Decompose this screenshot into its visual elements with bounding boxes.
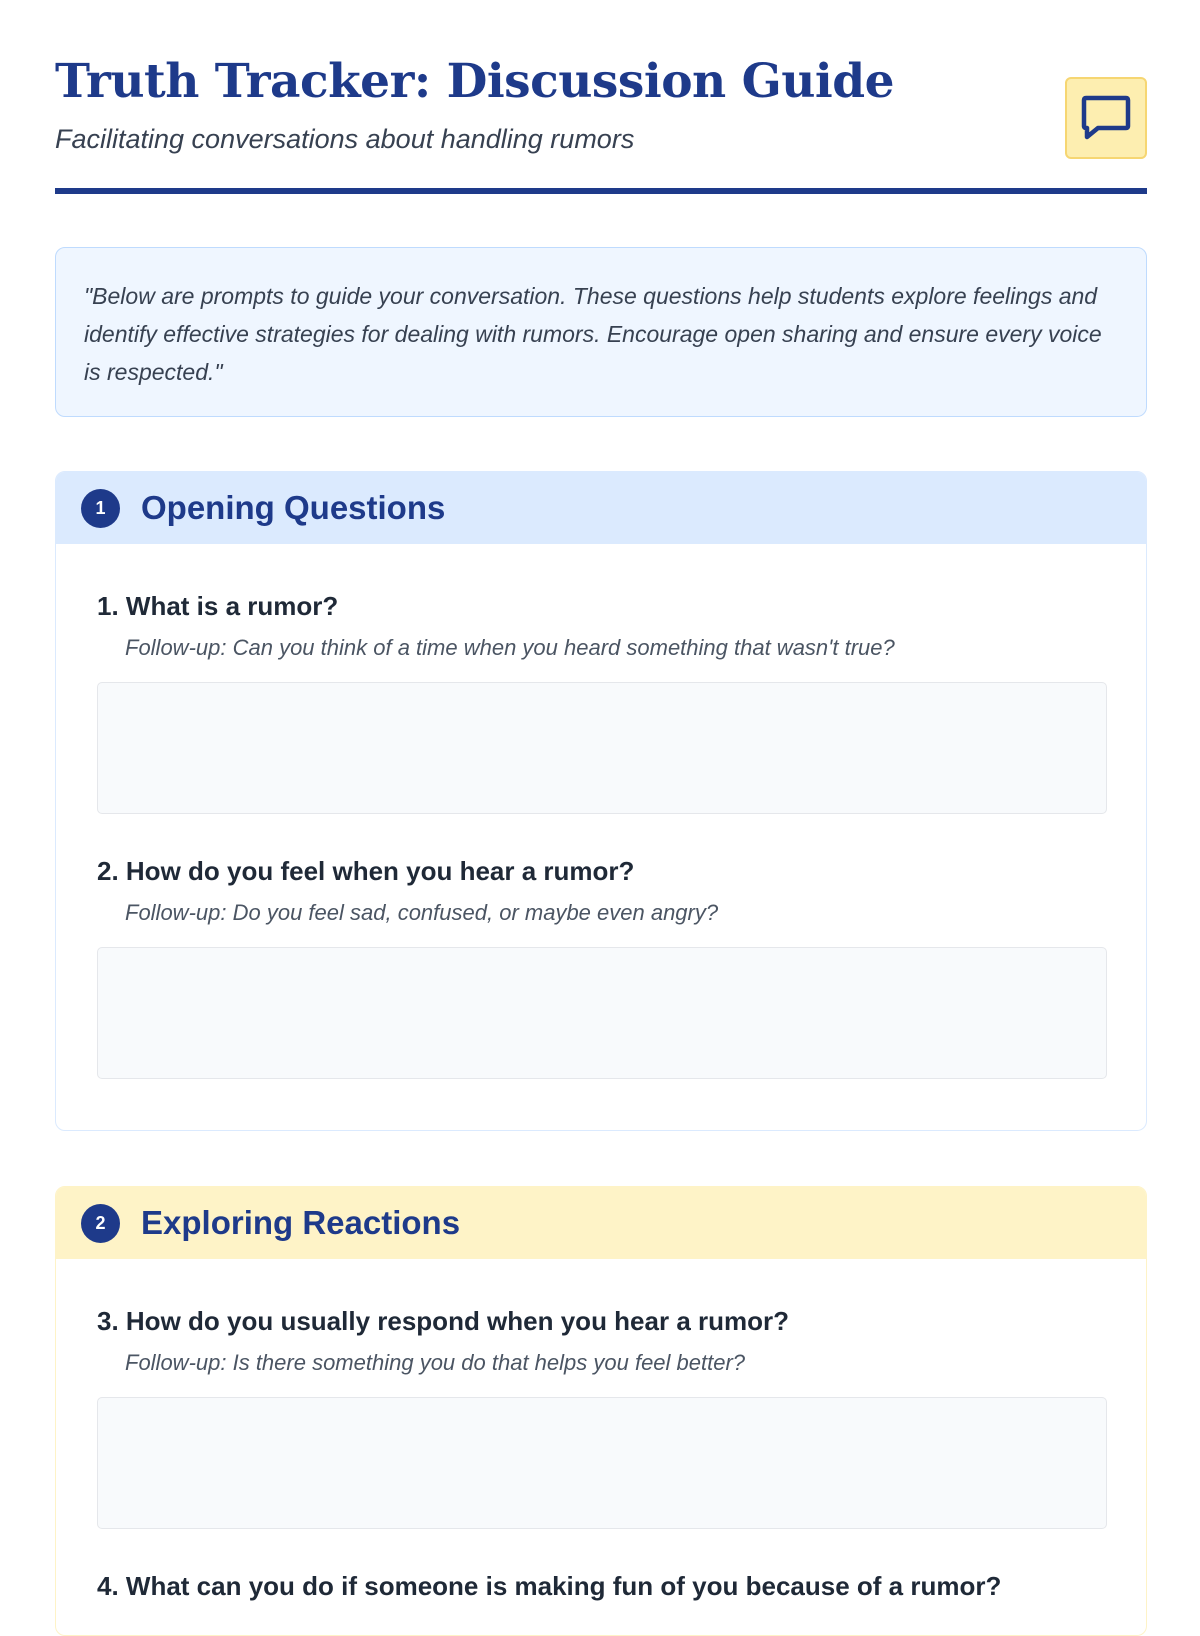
page-title: Truth Tracker: Discussion Guide (55, 54, 895, 109)
follow-up-text: Follow-up: Do you feel sad, confused, or maybe even angry? (125, 900, 719, 925)
question-text: 2. How do you feel when you hear a rumor? (97, 856, 635, 886)
discussion-guide-page (55, 0, 1147, 1601)
question-item (97, 854, 1105, 1079)
section-exploring-reactions (55, 1186, 1147, 1636)
question-text: 3. How do you usually respond when you hear a rumor? (97, 1306, 789, 1336)
section-title: Exploring Reactions (141, 1204, 461, 1241)
follow-up-text: Follow-up: Can you think of a time when you heard something that wasn't true? (125, 635, 895, 660)
chat-badge (1065, 77, 1147, 159)
section-number-badge: 2 (81, 1204, 120, 1243)
answer-box[interactable] (97, 1397, 1107, 1529)
section-header (56, 1187, 1146, 1259)
question-item (97, 589, 1105, 814)
answer-box[interactable] (97, 947, 1107, 1079)
section-body (56, 1259, 1146, 1603)
question-text: 4. What can you do if someone is making fun of you because of a rumor? (97, 1571, 1002, 1601)
section-body (56, 544, 1146, 1079)
chat-bubble-icon (1080, 94, 1132, 142)
section-opening-questions (55, 471, 1147, 1131)
section-title: Opening Questions (141, 489, 446, 526)
page-header (55, 0, 1147, 194)
question-item (97, 1304, 1105, 1529)
section-number-badge: 1 (81, 489, 120, 528)
follow-up-text: Follow-up: Is there something you do that helps you feel better? (125, 1350, 746, 1375)
section-header (56, 472, 1146, 544)
answer-box[interactable] (97, 682, 1107, 814)
question-text: 1. What is a rumor? (97, 591, 339, 621)
intro-text: "Below are prompts to guide your conversation. These questions help students explore feelings and identify effective strategies for dealing with rumors. Encourage open sharing and ensure every voice is respected." (84, 283, 1102, 385)
page-subtitle: Facilitating conversations about handling rumors (55, 124, 635, 154)
intro-box (55, 247, 1147, 417)
question-item (97, 1569, 1105, 1603)
